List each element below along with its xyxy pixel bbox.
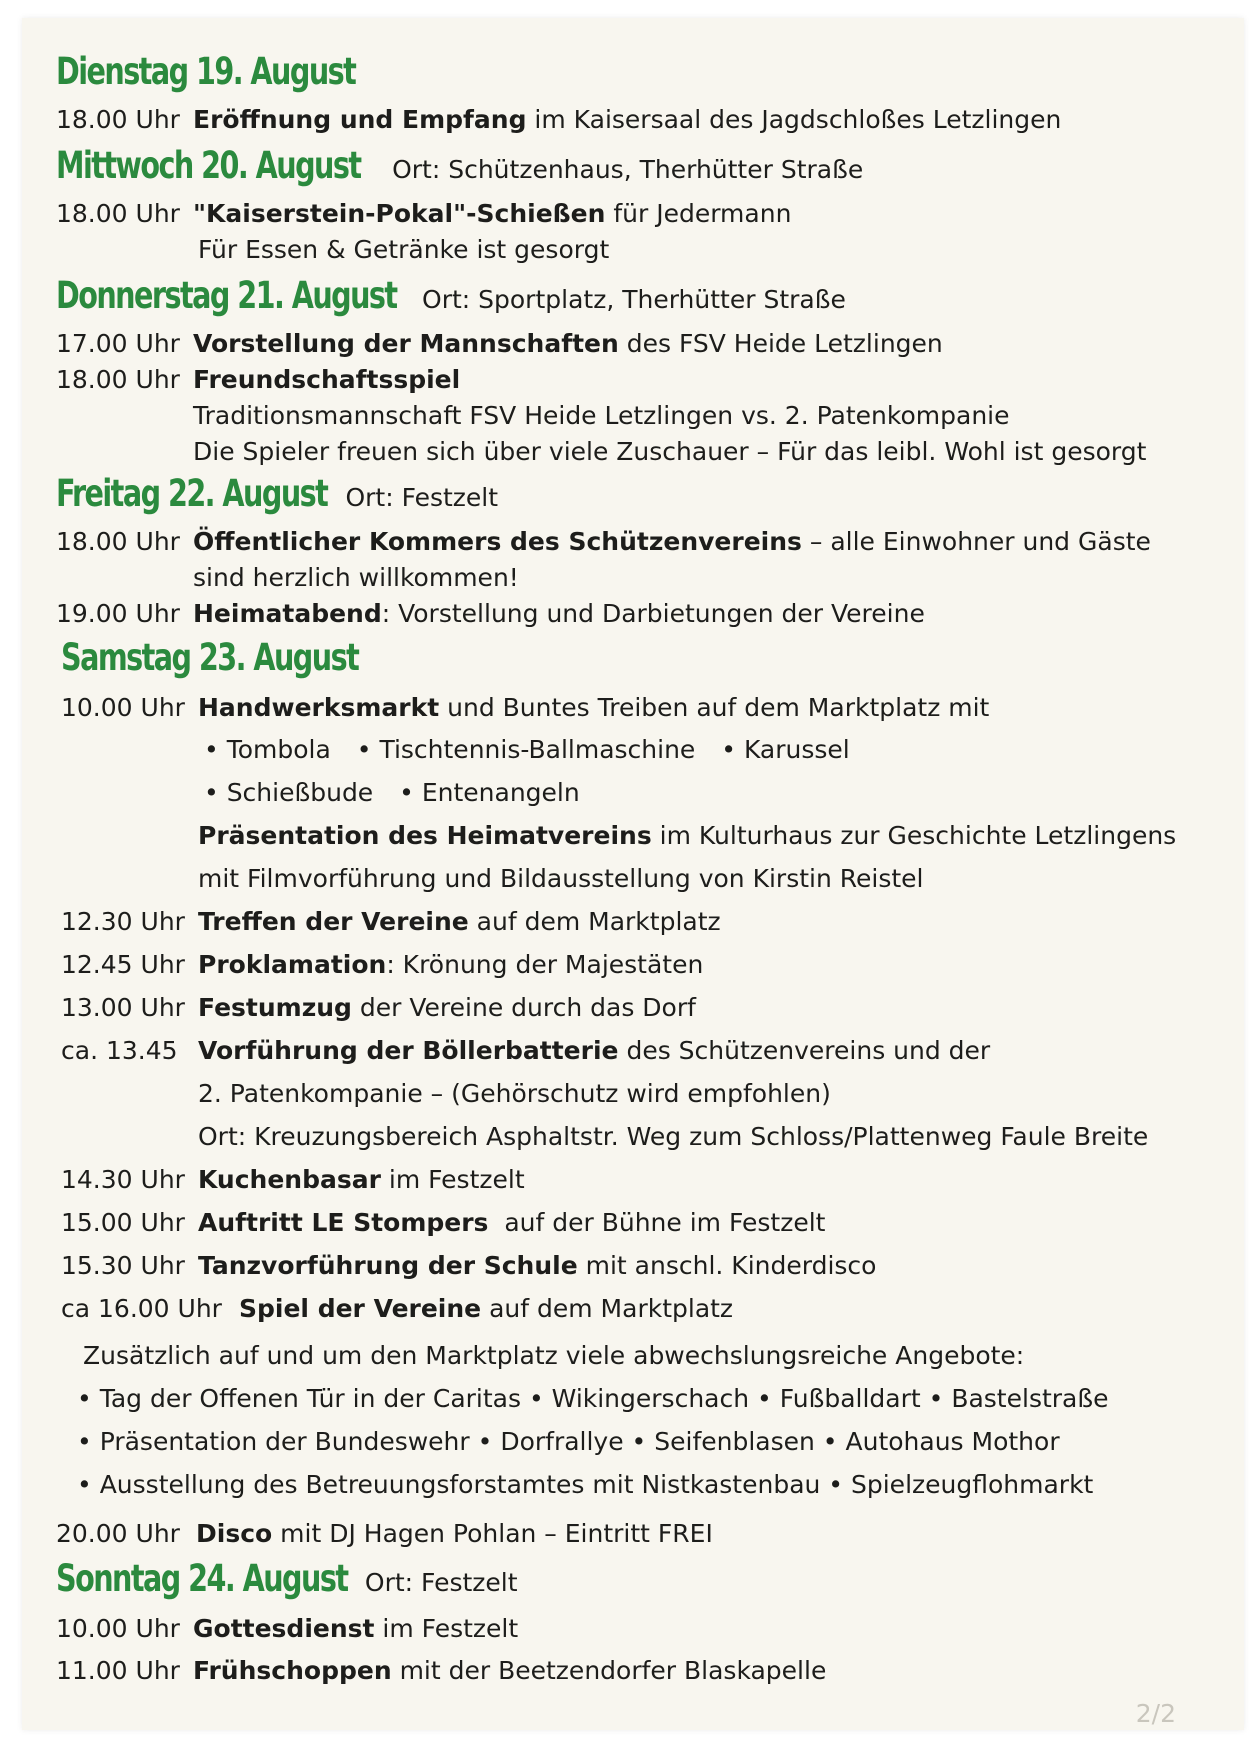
day-heading: [56, 50, 1236, 102]
bullet-item: • Karussel: [721, 735, 850, 764]
event-detail: auf dem Marktplatz: [481, 1294, 734, 1323]
event-title: Festumzug: [198, 993, 352, 1022]
extras-line: • Ausstellung des Betreuungsforstamtes mit Nistkastenbau • Spielzeugflohmarkt: [77, 1470, 1094, 1499]
extras-intro: Zusätzlich auf und um den Marktplatz viele abwechslungsreiche Angebote:: [83, 1341, 1025, 1370]
event-note: Für Essen & Getränke ist gesorgt: [198, 235, 610, 264]
event-time: 13.00 Uhr: [61, 993, 185, 1022]
event-detail-line: sind herzlich willkommen!: [193, 563, 519, 592]
event-detail: im Kaisersaal des Jagdschloßes Letzlingen: [526, 105, 1062, 134]
event-title: Kuchenbasar: [198, 1165, 381, 1194]
event-row: [61, 1244, 1236, 1287]
event-detail: der Vereine durch das Dorf: [351, 993, 696, 1022]
event-title: "Kaiserstein-Pokal"-Schießen: [193, 199, 606, 228]
day-mittwoch: [56, 144, 1236, 268]
day-heading: [56, 274, 1236, 326]
event-time: 17.00 Uhr: [56, 329, 180, 358]
event-title: Freundschaftsspiel: [193, 365, 461, 394]
event-detail: des Schützenvereins und der: [618, 1036, 991, 1065]
event-row: [61, 1201, 1236, 1244]
bullet-item: • Tischtennis-Ballmaschine: [356, 735, 696, 764]
event-row: [56, 524, 1236, 560]
event-detail-line: 2. Patenkompanie – (Gehörschutz wird empfohlen): [198, 1079, 831, 1108]
bullet-item: • Schießbude: [204, 778, 374, 807]
event-detail: : Krönung der Majestäten: [386, 950, 704, 979]
event-title: Spiel der Vereine: [239, 1294, 482, 1323]
event-title: Vorstellung der Mannschaften: [193, 329, 619, 358]
event-time: 15.30 Uhr: [61, 1251, 185, 1280]
event-detail: auf dem Marktplatz: [468, 907, 721, 936]
day-title: Donnerstag 21. August: [56, 274, 397, 317]
event-title: Treffen der Vereine: [198, 907, 469, 936]
event-detail: mit der Beetzendorfer Blaskapelle: [391, 1656, 827, 1685]
extras-line: • Tag der Offenen Tür in der Caritas • Wikingerschach • Fußballdart • Bastelstraße: [77, 1384, 1109, 1413]
event-title: Auftritt LE Stompers: [198, 1208, 489, 1237]
extras-line: • Präsentation der Bundeswehr • Dorfrallye • Seifenblasen • Autohaus Mothor: [77, 1427, 1060, 1456]
event-time: ca. 13.45: [61, 1036, 178, 1065]
page-number: 2/2: [1135, 1699, 1176, 1728]
event-time: 14.30 Uhr: [61, 1165, 185, 1194]
event-detail: : Vorstellung und Darbietungen der Vereine: [381, 599, 925, 628]
event-row: [56, 196, 1236, 232]
day-location: Ort: Festzelt: [345, 483, 499, 512]
event-time: 12.30 Uhr: [61, 907, 185, 936]
event-detail: im Festzelt: [380, 1165, 525, 1194]
event-row: [61, 986, 1236, 1029]
program-page: [22, 18, 1244, 1730]
event-row: [56, 1512, 1236, 1555]
event-title: Tanzvorführung der Schule: [198, 1251, 578, 1280]
event-detail-line: Die Spieler freuen sich über viele Zuschauer – Für das leibl. Wohl ist gesorgt: [193, 437, 1147, 466]
bullet-list: [61, 771, 1236, 814]
day-title: Mittwoch 20. August: [56, 144, 361, 187]
event-row: [56, 1609, 1236, 1649]
event-title: Frühschoppen: [193, 1656, 392, 1685]
event-time: 10.00 Uhr: [61, 693, 185, 722]
event-row: [61, 688, 1236, 728]
event-detail: des FSV Heide Letzlingen: [618, 329, 943, 358]
event-detail: und Buntes Treiben auf dem Marktplatz mit: [439, 693, 990, 722]
day-dienstag: [56, 50, 1236, 138]
event-time: 18.00 Uhr: [56, 527, 180, 556]
event-detail: im Kulturhaus zur Geschichte Letzlingens: [651, 821, 1177, 850]
event-title: Proklamation: [198, 950, 387, 979]
event-row: [61, 943, 1236, 986]
event-title: Eröffnung und Empfang: [193, 105, 527, 134]
event-detail-line: mit Filmvorführung und Bildausstellung von Kirstin Reistel: [198, 864, 924, 893]
day-heading: [61, 636, 1236, 688]
event-detail: mit anschl. Kinderdisco: [577, 1251, 877, 1280]
event-row: [56, 1649, 1236, 1693]
event-time: 15.00 Uhr: [61, 1208, 185, 1237]
bullet-list: [61, 728, 1236, 771]
event-row: [56, 596, 1236, 632]
event-time: 18.00 Uhr: [56, 105, 180, 134]
event-time: 19.00 Uhr: [56, 599, 180, 628]
event-time: 20.00 Uhr: [56, 1519, 180, 1548]
day-title: Freitag 22. August: [56, 472, 328, 515]
event-row: [61, 1158, 1236, 1201]
day-location: Ort: Schützenhaus, Therhütter Straße: [392, 155, 864, 184]
event-title: Handwerksmarkt: [198, 693, 440, 722]
event-time: 18.00 Uhr: [56, 199, 180, 228]
program-content: [56, 50, 1236, 1693]
day-title: Samstag 23. August: [61, 636, 359, 679]
event-detail-line: [61, 814, 1236, 857]
event-row: [61, 1287, 1236, 1330]
event-row: [56, 362, 1236, 398]
event-detail-line: Ort: Kreuzungsbereich Asphaltstr. Weg zum Schloss/Plattenweg Faule Breite: [198, 1122, 1149, 1151]
bullet-item: • Entenangeln: [399, 778, 580, 807]
event-detail: auf der Bühne im Festzelt: [488, 1208, 826, 1237]
event-detail-line: Traditionsmannschaft FSV Heide Letzlingen vs. 2. Patenkompanie: [193, 401, 1010, 430]
day-location: Ort: Sportplatz, Therhütter Straße: [422, 285, 846, 314]
bullet-item: • Tombola: [204, 735, 331, 764]
event-time: ca 16.00 Uhr: [61, 1294, 222, 1323]
event-detail: – alle Einwohner und Gäste: [801, 527, 1151, 556]
event-detail: mit DJ Hagen Pohlan – Eintritt FREI: [272, 1519, 713, 1548]
event-row: [56, 102, 1236, 138]
event-title: Vorführung der Böllerbatterie: [198, 1036, 619, 1065]
day-donnerstag: [56, 274, 1236, 470]
day-heading: [56, 144, 1236, 196]
event-title: Präsentation des Heimatvereins: [198, 821, 652, 850]
event-time: 12.45 Uhr: [61, 950, 185, 979]
day-heading: [56, 1557, 1236, 1609]
day-title: Dienstag 19. August: [56, 50, 356, 93]
event-time: 11.00 Uhr: [56, 1656, 180, 1685]
day-samstag: [56, 636, 1236, 1555]
day-sonntag: [56, 1557, 1236, 1693]
day-location: Ort: Festzelt: [364, 1568, 518, 1597]
day-title: Sonntag 24. August: [56, 1557, 348, 1600]
event-detail: im Festzelt: [374, 1614, 519, 1643]
event-title: Heimatabend: [193, 599, 382, 628]
day-heading: [56, 472, 1236, 524]
event-row: [61, 900, 1236, 943]
event-time: 10.00 Uhr: [56, 1614, 180, 1643]
event-row: [61, 1029, 1236, 1072]
event-title: Gottesdienst: [193, 1614, 375, 1643]
event-title: Disco: [196, 1519, 273, 1548]
event-time: 18.00 Uhr: [56, 365, 180, 394]
event-title: Öffentlicher Kommers des Schützenvereins: [193, 527, 802, 556]
event-detail: für Jedermann: [605, 199, 792, 228]
event-row: [56, 326, 1236, 362]
day-freitag: [56, 472, 1236, 632]
